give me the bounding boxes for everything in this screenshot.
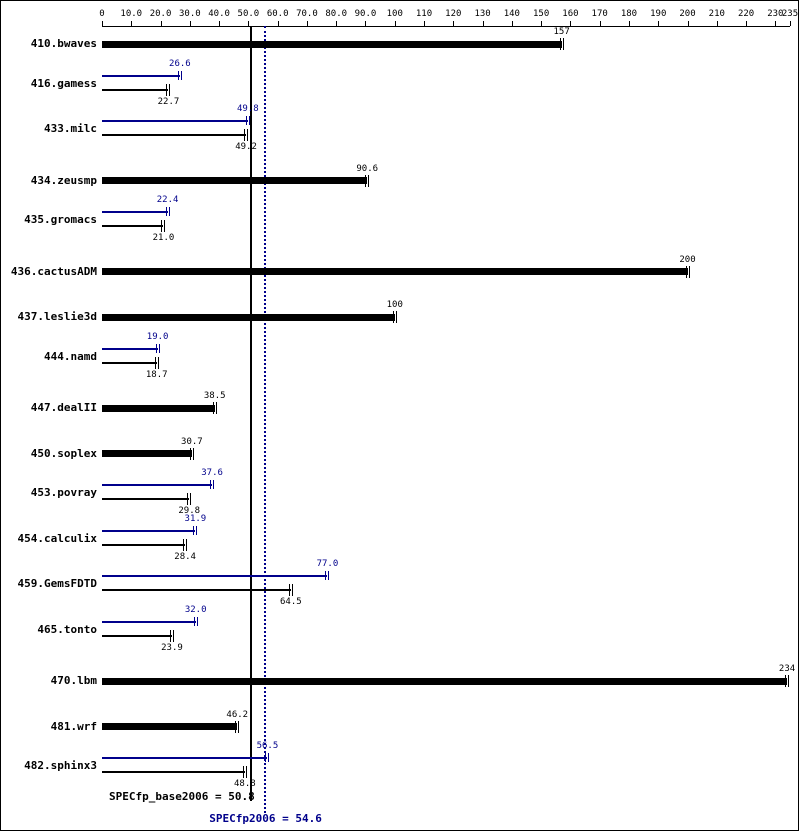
bar-peak-value-label: 31.9 [184, 513, 207, 524]
bar-base [102, 405, 215, 412]
benchmark-label: 435.gromacs [24, 213, 97, 226]
x-axis-tick-mark [790, 21, 791, 26]
bar-base-value-label: 29.8 [178, 506, 201, 516]
benchmark-label: 416.gamess [30, 76, 97, 90]
benchmark-label: 450.soplex [30, 446, 97, 460]
bar-base-endcap [396, 311, 397, 323]
bar-base-value-label: 38.5 [203, 391, 226, 401]
bar-base-value-label: 23.9 [161, 642, 183, 653]
bar-peak [102, 211, 168, 213]
bar-peak [102, 621, 196, 623]
bar-peak-endcap [193, 526, 194, 535]
bar-peak-endcap [156, 344, 157, 353]
bar-base-endcap [292, 584, 293, 596]
bar-base-endcap [193, 448, 194, 460]
bar-peak-endcap [213, 480, 214, 489]
bar-base-endcap [563, 38, 564, 50]
chart-plot-area [1, 1, 799, 831]
bar-base-endcap [289, 584, 290, 596]
bar-base-value-label: 100 [386, 300, 403, 310]
bar-peak-endcap [181, 71, 182, 80]
bar-base-endcap [393, 311, 394, 323]
x-axis-tick-label: 150 [533, 9, 550, 19]
summary-peak-label: SPECfp2006 = 54.6 [209, 812, 322, 825]
benchmark-label: 481.wrf [50, 719, 97, 733]
benchmark-label: 433.milc [44, 122, 97, 135]
x-axis-tick-label: 100 [386, 9, 403, 19]
bar-base-value-label: 64.5 [279, 597, 302, 607]
bar-base-endcap [368, 175, 369, 187]
x-axis-tick-label: 130 [474, 9, 491, 19]
bar-base-endcap [190, 448, 191, 460]
bar-peak-endcap [249, 116, 250, 125]
bar-base [102, 635, 172, 637]
bar-base-endcap [166, 84, 167, 96]
bar-peak-endcap [265, 753, 266, 762]
bar-peak-value-label: 32.0 [184, 604, 207, 615]
bar-base-value-label: 30.7 [181, 436, 203, 447]
bar-peak-value-label: 19.0 [146, 331, 169, 342]
bar-base [102, 678, 787, 685]
x-axis-tick-label: 160 [562, 9, 579, 19]
bar-base-endcap [244, 129, 245, 141]
x-axis-tick-label: 110 [415, 9, 433, 19]
benchmark-label: 437.leslie3d [17, 310, 97, 323]
bar-base [102, 362, 157, 364]
bar-base-endcap [785, 675, 786, 687]
bar-peak-value-label: 22.4 [156, 195, 179, 205]
bar-base-endcap [170, 630, 171, 642]
bar-peak-endcap [325, 571, 326, 580]
benchmark-label: 434.zeusmp [30, 173, 97, 187]
bar-peak-value-label: 56.5 [256, 741, 279, 751]
bar-base-endcap [161, 220, 162, 232]
x-axis-tick-label: 235 [781, 9, 799, 19]
bar-base [102, 89, 168, 91]
bar-peak-value-label: 49.8 [236, 104, 259, 114]
bar-base-endcap [246, 766, 247, 778]
bar-base-endcap [155, 357, 156, 369]
benchmark-label: 436.cactusADM [10, 264, 97, 278]
bar-peak-endcap [210, 480, 211, 489]
bar-base-value-label: 46.2 [226, 709, 249, 720]
x-axis-tick-label: 90.0 [354, 9, 377, 19]
x-axis-tick-label: 180 [620, 9, 638, 19]
bar-base-value-label: 49.2 [235, 142, 257, 152]
bar-base-endcap [173, 630, 174, 642]
bar-base-value-label: 48.8 [234, 779, 256, 789]
benchmark-label: 482.sphinx3 [24, 759, 97, 772]
x-axis-tick-label: 190 [650, 9, 667, 19]
bar-base [102, 450, 192, 457]
bar-base-value-label: 21.0 [152, 233, 175, 243]
bar-base-endcap [788, 675, 789, 687]
benchmark-label: 454.calculix [17, 531, 97, 545]
bar-base [102, 498, 189, 500]
x-axis-line [102, 26, 790, 27]
x-axis-tick-label: 0 [99, 9, 105, 19]
bar-base-endcap [164, 220, 165, 232]
bar-base-endcap [169, 84, 170, 96]
bar-base [102, 544, 185, 546]
bar-base-endcap [247, 129, 248, 141]
bar-peak [102, 575, 327, 577]
bar-peak-endcap [268, 753, 269, 762]
bar-base [102, 268, 688, 275]
bar-base-endcap [689, 266, 690, 278]
bar-peak-endcap [194, 617, 195, 626]
x-axis-tick-label: 10.0 [120, 9, 143, 19]
bar-peak [102, 75, 180, 77]
bar-peak [102, 530, 195, 532]
x-axis-tick-label: 220 [737, 9, 755, 19]
bar-peak-endcap [197, 617, 198, 626]
benchmark-label: 459.GemsFDTD [17, 577, 97, 590]
bar-base-endcap [213, 402, 214, 414]
bar-base [102, 225, 163, 227]
bar-base [102, 771, 245, 773]
benchmark-label: 453.povray [30, 486, 97, 499]
bar-peak-endcap [196, 526, 197, 535]
bar-base-endcap [158, 357, 159, 369]
x-axis-tick-label: 170 [591, 9, 608, 19]
bar-base-value-label: 200 [679, 254, 696, 265]
benchmark-label: 447.dealII [30, 401, 97, 414]
benchmark-label: 444.namd [44, 349, 97, 363]
bar-base-value-label: 90.6 [356, 163, 379, 174]
bar-base-endcap [187, 493, 188, 505]
bar-peak [102, 757, 267, 759]
x-axis-tick-label: 50.0 [237, 9, 260, 19]
bar-base-value-label: 28.4 [174, 551, 196, 562]
bar-base-value-label: 234 [778, 664, 796, 674]
bar-base-endcap [186, 539, 187, 551]
bar-base [102, 314, 395, 321]
bar-base [102, 723, 237, 730]
bar-peak-endcap [178, 71, 179, 80]
bar-base-endcap [243, 766, 244, 778]
benchmark-label: 410.bwaves [30, 37, 97, 50]
benchmark-label: 465.tonto [37, 622, 97, 636]
bar-base [102, 134, 246, 136]
x-axis-tick-label: 230 [767, 9, 784, 19]
bar-base-endcap [183, 539, 184, 551]
bar-peak-value-label: 37.6 [201, 468, 223, 478]
x-axis-tick-label: 60.0 [266, 9, 289, 19]
bar-base-value-label: 18.7 [145, 369, 168, 380]
x-axis-tick-label: 40.0 [208, 9, 230, 19]
bar-peak-value-label: 26.6 [169, 58, 191, 69]
bar-peak [102, 484, 212, 486]
x-axis-tick-label: 200 [679, 9, 696, 19]
benchmark-label: 470.lbm [50, 674, 97, 687]
bar-base-value-label: 22.7 [157, 96, 180, 107]
bar-base-endcap [216, 402, 217, 414]
bar-base-value-label: 157 [553, 27, 570, 37]
bar-peak-endcap [166, 207, 167, 216]
bar-peak-endcap [159, 344, 160, 353]
bar-base-endcap [686, 266, 687, 278]
x-axis-tick-label: 80.0 [325, 9, 348, 19]
x-axis-tick-label: 30.0 [178, 9, 201, 19]
x-axis-tick-label: 210 [708, 9, 725, 19]
bar-base-endcap [560, 38, 561, 50]
x-axis-tick-label: 70.0 [296, 9, 318, 19]
x-axis-tick-label: 140 [503, 9, 520, 19]
bar-peak-endcap [169, 207, 170, 216]
x-axis-tick-label: 20.0 [149, 9, 172, 19]
bar-peak [102, 348, 158, 350]
bar-peak [102, 120, 248, 122]
bar-base [102, 589, 291, 591]
summary-base-label: SPECfp_base2006 = 50.8 [109, 790, 255, 803]
bar-peak-value-label: 77.0 [316, 559, 339, 569]
bar-peak-endcap [328, 571, 329, 580]
bar-base-endcap [190, 493, 191, 505]
bar-base-endcap [235, 721, 236, 733]
x-axis-tick-label: 120 [445, 9, 462, 19]
bar-peak-endcap [246, 116, 247, 125]
bar-base-endcap [365, 175, 366, 187]
bar-base [102, 41, 562, 48]
bar-base-endcap [238, 721, 239, 733]
bar-base [102, 177, 367, 184]
